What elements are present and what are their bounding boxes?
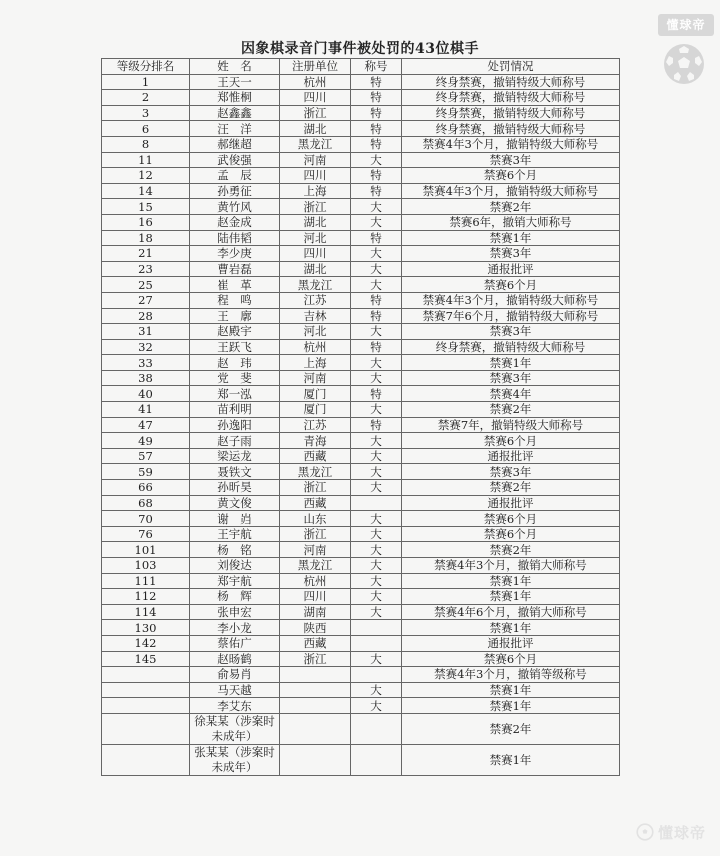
unit-cell: 杭州 (280, 573, 351, 589)
penalty-cell: 禁赛2年 (402, 480, 620, 496)
unit-cell: 四川 (280, 589, 351, 605)
table-row (102, 698, 620, 714)
name-cell: 郝继超 (190, 136, 280, 152)
table-row (102, 744, 620, 775)
name-cell: 郑宇航 (190, 573, 280, 589)
name-cell: 郑惟桐 (190, 90, 280, 106)
unit-cell: 厦门 (280, 402, 351, 418)
unit-cell: 西藏 (280, 448, 351, 464)
unit-cell: 四川 (280, 168, 351, 184)
unit-cell: 浙江 (280, 480, 351, 496)
penalty-cell: 通报批评 (402, 495, 620, 511)
penalty-cell: 通报批评 (402, 261, 620, 277)
penalty-cell: 禁赛1年 (402, 698, 620, 714)
title-cell: 大 (351, 526, 402, 542)
table-row (102, 682, 620, 698)
unit-cell: 黑龙江 (280, 558, 351, 574)
title-cell: 特 (351, 308, 402, 324)
rank-cell (102, 682, 190, 698)
unit-cell (280, 698, 351, 714)
penalty-table (101, 58, 620, 776)
name-cell: 蔡佑广 (190, 635, 280, 651)
unit-cell: 河南 (280, 370, 351, 386)
name-cell: 张申宏 (190, 604, 280, 620)
name-cell: 张某某（涉案时未成年） (190, 744, 280, 775)
table-row (102, 558, 620, 574)
rank-cell: 41 (102, 402, 190, 418)
unit-cell: 河北 (280, 324, 351, 340)
title-cell: 大 (351, 604, 402, 620)
table-row (102, 121, 620, 137)
header-unit: 注册单位 (280, 59, 351, 75)
table-row (102, 526, 620, 542)
rank-cell: 49 (102, 433, 190, 449)
penalty-cell: 禁赛7年，撤销特级大师称号 (402, 417, 620, 433)
table-row (102, 199, 620, 215)
table-row (102, 261, 620, 277)
name-cell: 孙昕昊 (190, 480, 280, 496)
penalty-cell: 禁赛6个月 (402, 511, 620, 527)
rank-cell: 33 (102, 355, 190, 371)
title-cell: 特 (351, 183, 402, 199)
football-icon (636, 823, 654, 841)
name-cell: 王跃飞 (190, 339, 280, 355)
table-row (102, 183, 620, 199)
rank-cell: 38 (102, 370, 190, 386)
table-row (102, 152, 620, 168)
rank-cell (102, 744, 190, 775)
title-cell: 大 (351, 698, 402, 714)
penalty-cell: 禁赛6个月 (402, 526, 620, 542)
unit-cell: 黑龙江 (280, 136, 351, 152)
penalty-cell: 禁赛6个月 (402, 277, 620, 293)
unit-cell: 上海 (280, 355, 351, 371)
title-cell (351, 667, 402, 683)
penalty-cell: 禁赛3年 (402, 246, 620, 262)
table-row (102, 168, 620, 184)
table-row (102, 90, 620, 106)
title-cell: 大 (351, 573, 402, 589)
unit-cell: 湖北 (280, 121, 351, 137)
penalty-cell: 通报批评 (402, 448, 620, 464)
table-row (102, 402, 620, 418)
penalty-cell: 禁赛4年3个月，撤销特级大师称号 (402, 292, 620, 308)
unit-cell (280, 682, 351, 698)
unit-cell (280, 713, 351, 744)
title-cell: 大 (351, 402, 402, 418)
unit-cell: 四川 (280, 246, 351, 262)
unit-cell: 浙江 (280, 651, 351, 667)
penalty-cell: 禁赛2年 (402, 713, 620, 744)
football-icon (662, 42, 706, 86)
name-cell: 陆伟韬 (190, 230, 280, 246)
penalty-cell: 禁赛4年3个月，撤销特级大师称号 (402, 183, 620, 199)
rank-cell: 57 (102, 448, 190, 464)
penalty-cell: 禁赛3年 (402, 464, 620, 480)
table-row (102, 105, 620, 121)
title-cell: 大 (351, 651, 402, 667)
name-cell: 党 斐 (190, 370, 280, 386)
unit-cell: 浙江 (280, 526, 351, 542)
name-cell: 马天越 (190, 682, 280, 698)
table-row (102, 480, 620, 496)
penalty-cell: 禁赛1年 (402, 620, 620, 636)
table-row (102, 370, 620, 386)
title-cell: 大 (351, 542, 402, 558)
name-cell: 俞易肖 (190, 667, 280, 683)
rank-cell: 31 (102, 324, 190, 340)
title-cell (351, 713, 402, 744)
unit-cell (280, 667, 351, 683)
table-header-row (102, 59, 620, 75)
penalty-cell: 禁赛2年 (402, 402, 620, 418)
name-cell: 李艾东 (190, 698, 280, 714)
table-row (102, 542, 620, 558)
title-cell: 大 (351, 261, 402, 277)
unit-cell: 浙江 (280, 199, 351, 215)
rank-cell: 23 (102, 261, 190, 277)
penalty-cell: 禁赛1年 (402, 230, 620, 246)
name-cell: 黄竹风 (190, 199, 280, 215)
rank-cell: 111 (102, 573, 190, 589)
rank-cell: 6 (102, 121, 190, 137)
name-cell: 崔 革 (190, 277, 280, 293)
table-row (102, 589, 620, 605)
table-row (102, 635, 620, 651)
rank-cell: 145 (102, 651, 190, 667)
name-cell: 苗利明 (190, 402, 280, 418)
rank-cell: 2 (102, 90, 190, 106)
title-cell: 大 (351, 324, 402, 340)
unit-cell: 四川 (280, 90, 351, 106)
title-cell: 大 (351, 370, 402, 386)
brand-logo (652, 12, 712, 92)
name-cell: 聂铁文 (190, 464, 280, 480)
rank-cell: 3 (102, 105, 190, 121)
rank-cell: 40 (102, 386, 190, 402)
unit-cell: 西藏 (280, 495, 351, 511)
unit-cell: 河南 (280, 152, 351, 168)
name-cell: 谢 岿 (190, 511, 280, 527)
brand-logo-text: 懂球帝 (658, 14, 714, 36)
title-cell: 特 (351, 90, 402, 106)
penalty-cell: 禁赛3年 (402, 324, 620, 340)
title-cell (351, 635, 402, 651)
penalty-cell: 禁赛7年6个月，撤销特级大师称号 (402, 308, 620, 324)
penalty-cell: 禁赛4年6个月，撤销大师称号 (402, 604, 620, 620)
rank-cell: 59 (102, 464, 190, 480)
title-cell: 大 (351, 433, 402, 449)
penalty-cell: 禁赛1年 (402, 682, 620, 698)
title-cell: 大 (351, 480, 402, 496)
title-cell: 大 (351, 464, 402, 480)
name-cell: 赵旸鹤 (190, 651, 280, 667)
name-cell: 黄文俊 (190, 495, 280, 511)
table-row (102, 464, 620, 480)
rank-cell: 47 (102, 417, 190, 433)
title-cell: 特 (351, 386, 402, 402)
unit-cell: 黑龙江 (280, 464, 351, 480)
rank-cell: 21 (102, 246, 190, 262)
unit-cell: 厦门 (280, 386, 351, 402)
unit-cell: 青海 (280, 433, 351, 449)
name-cell: 赵殿宇 (190, 324, 280, 340)
penalty-cell: 禁赛3年 (402, 152, 620, 168)
unit-cell: 陕西 (280, 620, 351, 636)
table-row (102, 324, 620, 340)
title-cell: 大 (351, 152, 402, 168)
title-cell: 特 (351, 417, 402, 433)
rank-cell: 25 (102, 277, 190, 293)
penalty-cell: 通报批评 (402, 635, 620, 651)
name-cell: 杨 铭 (190, 542, 280, 558)
title-cell: 特 (351, 105, 402, 121)
title-cell: 大 (351, 558, 402, 574)
name-cell: 孙勇征 (190, 183, 280, 199)
unit-cell (280, 744, 351, 775)
table-row (102, 667, 620, 683)
title-cell (351, 620, 402, 636)
unit-cell: 江苏 (280, 292, 351, 308)
title-cell: 特 (351, 339, 402, 355)
bottom-watermark (636, 820, 706, 844)
bottom-watermark-text: 懂球帝 (657, 823, 706, 842)
name-cell: 汪 洋 (190, 121, 280, 137)
unit-cell: 河北 (280, 230, 351, 246)
penalty-cell: 终身禁赛，撤销特级大师称号 (402, 121, 620, 137)
penalty-cell: 禁赛6个月 (402, 651, 620, 667)
title-cell: 大 (351, 511, 402, 527)
title-cell (351, 495, 402, 511)
name-cell: 杨 辉 (190, 589, 280, 605)
name-cell: 徐某某（涉案时未成年） (190, 713, 280, 744)
rank-cell (102, 713, 190, 744)
penalty-cell: 终身禁赛，撤销特级大师称号 (402, 74, 620, 90)
penalty-cell: 禁赛4年 (402, 386, 620, 402)
rank-cell: 112 (102, 589, 190, 605)
rank-cell: 28 (102, 308, 190, 324)
name-cell: 李小龙 (190, 620, 280, 636)
title-cell: 大 (351, 277, 402, 293)
rank-cell: 15 (102, 199, 190, 215)
table-row (102, 604, 620, 620)
title-cell: 特 (351, 230, 402, 246)
rank-cell (102, 667, 190, 683)
rank-cell: 68 (102, 495, 190, 511)
table-row (102, 136, 620, 152)
table-row (102, 448, 620, 464)
title-cell: 特 (351, 168, 402, 184)
penalty-cell: 禁赛6个月 (402, 433, 620, 449)
unit-cell: 江苏 (280, 417, 351, 433)
unit-cell: 杭州 (280, 74, 351, 90)
table-row (102, 292, 620, 308)
table-row (102, 308, 620, 324)
penalty-cell: 禁赛1年 (402, 573, 620, 589)
rank-cell: 114 (102, 604, 190, 620)
penalty-cell: 终身禁赛，撤销特级大师称号 (402, 90, 620, 106)
name-cell: 王天一 (190, 74, 280, 90)
penalty-cell: 禁赛2年 (402, 199, 620, 215)
table-row (102, 573, 620, 589)
rank-cell: 101 (102, 542, 190, 558)
title-cell: 大 (351, 246, 402, 262)
table-row (102, 355, 620, 371)
table-row (102, 433, 620, 449)
table-row (102, 74, 620, 90)
name-cell: 曹岩磊 (190, 261, 280, 277)
unit-cell: 山东 (280, 511, 351, 527)
rank-cell: 70 (102, 511, 190, 527)
table-row (102, 511, 620, 527)
header-title: 称号 (351, 59, 402, 75)
penalty-cell: 禁赛1年 (402, 355, 620, 371)
header-rank: 等级分排名 (102, 59, 190, 75)
table-row (102, 713, 620, 744)
penalty-cell: 禁赛1年 (402, 744, 620, 775)
penalty-cell: 终身禁赛，撤销特级大师称号 (402, 339, 620, 355)
name-cell: 王宇航 (190, 526, 280, 542)
rank-cell: 14 (102, 183, 190, 199)
name-cell: 刘俊达 (190, 558, 280, 574)
title-cell: 大 (351, 589, 402, 605)
name-cell: 郑一泓 (190, 386, 280, 402)
penalty-cell: 禁赛3年 (402, 370, 620, 386)
rank-cell: 142 (102, 635, 190, 651)
penalty-cell: 禁赛6个月 (402, 168, 620, 184)
table-row (102, 651, 620, 667)
title-cell: 大 (351, 355, 402, 371)
title-cell: 大 (351, 199, 402, 215)
name-cell: 程 鸣 (190, 292, 280, 308)
rank-cell: 8 (102, 136, 190, 152)
title-cell: 特 (351, 74, 402, 90)
penalty-cell: 禁赛4年3个月，撤销等级称号 (402, 667, 620, 683)
name-cell: 李少庚 (190, 246, 280, 262)
page-title: 因象棋录音门事件被处罚的43位棋手 (241, 41, 479, 57)
name-cell: 孟 辰 (190, 168, 280, 184)
unit-cell: 湖北 (280, 214, 351, 230)
title-cell: 大 (351, 448, 402, 464)
unit-cell: 吉林 (280, 308, 351, 324)
name-cell: 梁运龙 (190, 448, 280, 464)
name-cell: 赵金成 (190, 214, 280, 230)
unit-cell: 河南 (280, 542, 351, 558)
table-row (102, 339, 620, 355)
penalty-cell: 禁赛4年3个月，撤销特级大师称号 (402, 136, 620, 152)
table-body (102, 74, 620, 775)
unit-cell: 上海 (280, 183, 351, 199)
rank-cell: 12 (102, 168, 190, 184)
penalty-cell: 终身禁赛，撤销特级大师称号 (402, 105, 620, 121)
penalty-cell: 禁赛4年3个月，撤销大师称号 (402, 558, 620, 574)
rank-cell: 66 (102, 480, 190, 496)
name-cell: 王 廓 (190, 308, 280, 324)
title-cell: 大 (351, 214, 402, 230)
table-row (102, 620, 620, 636)
name-cell: 孙逸阳 (190, 417, 280, 433)
table-row (102, 386, 620, 402)
title-cell: 大 (351, 682, 402, 698)
table-row (102, 277, 620, 293)
title-cell: 特 (351, 121, 402, 137)
unit-cell: 黑龙江 (280, 277, 351, 293)
rank-cell: 18 (102, 230, 190, 246)
rank-cell (102, 698, 190, 714)
table-row (102, 214, 620, 230)
title-cell (351, 744, 402, 775)
name-cell: 赵鑫鑫 (190, 105, 280, 121)
rank-cell: 1 (102, 74, 190, 90)
table-row (102, 230, 620, 246)
name-cell: 赵 玮 (190, 355, 280, 371)
table-row (102, 495, 620, 511)
table-row (102, 246, 620, 262)
unit-cell: 湖北 (280, 261, 351, 277)
unit-cell: 湖南 (280, 604, 351, 620)
unit-cell: 杭州 (280, 339, 351, 355)
rank-cell: 16 (102, 214, 190, 230)
table-row (102, 417, 620, 433)
rank-cell: 130 (102, 620, 190, 636)
header-name: 姓 名 (190, 59, 280, 75)
rank-cell: 76 (102, 526, 190, 542)
rank-cell: 103 (102, 558, 190, 574)
penalty-cell: 禁赛1年 (402, 589, 620, 605)
unit-cell: 浙江 (280, 105, 351, 121)
rank-cell: 32 (102, 339, 190, 355)
title-cell: 特 (351, 136, 402, 152)
rank-cell: 11 (102, 152, 190, 168)
unit-cell: 西藏 (280, 635, 351, 651)
rank-cell: 27 (102, 292, 190, 308)
name-cell: 赵子雨 (190, 433, 280, 449)
penalty-cell: 禁赛6年，撤销大师称号 (402, 214, 620, 230)
penalty-cell: 禁赛2年 (402, 542, 620, 558)
header-penalty: 处罚情况 (402, 59, 620, 75)
name-cell: 武俊强 (190, 152, 280, 168)
title-cell: 特 (351, 292, 402, 308)
